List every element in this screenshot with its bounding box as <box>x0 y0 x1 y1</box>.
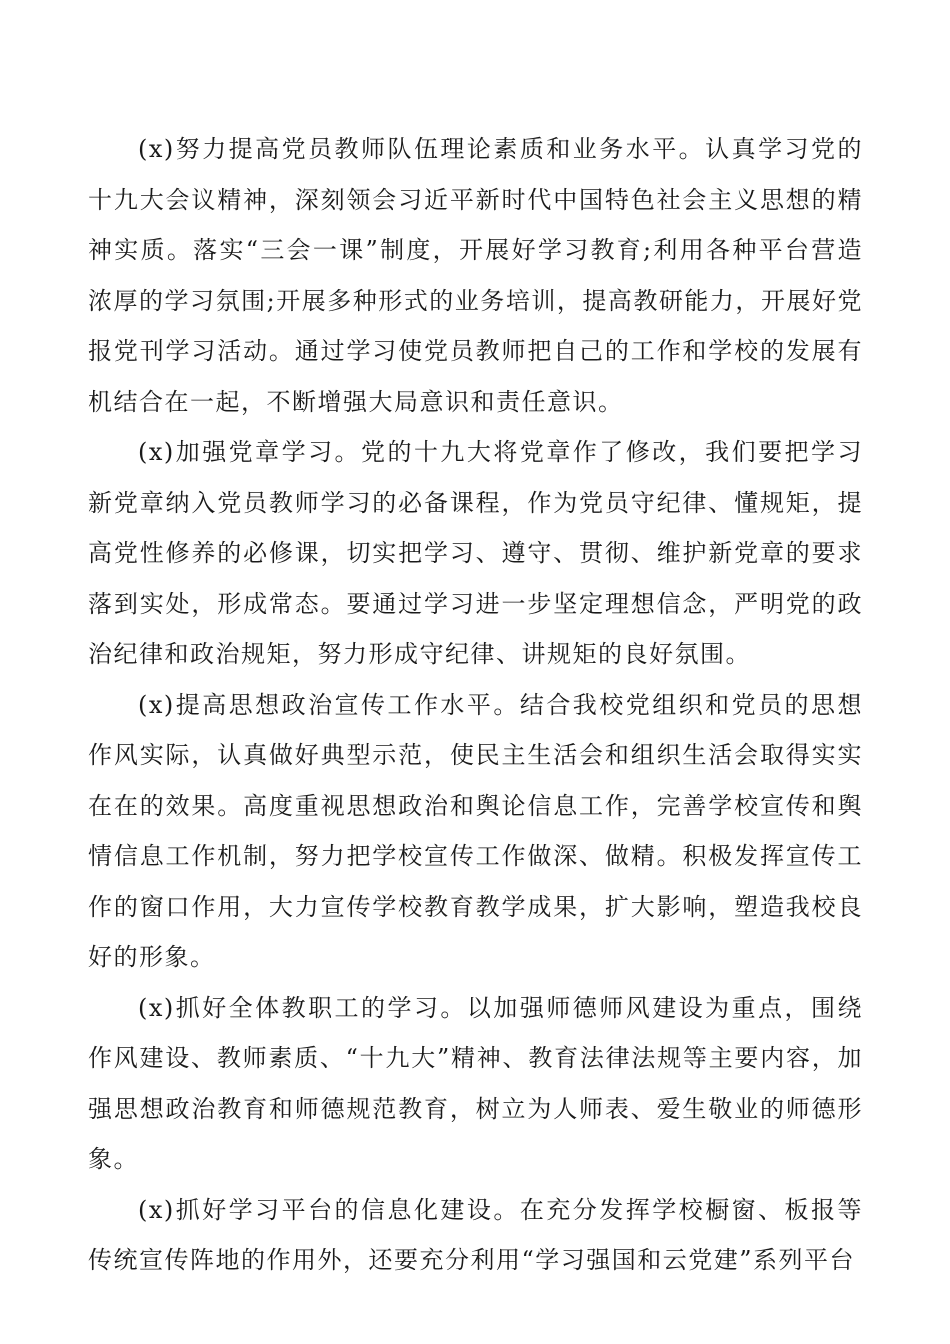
paragraph-party-constitution: (x)加强党章学习。党的十九大将党章作了修改，我们要把学习新党章纳入党员教师学习的必备课程，作为党员守纪律、懂规矩，提高党性修养的必修课，切实把学习、遵守、贯彻、维护新党章的要求落到实处，形成常态。要通过学习进一步坚定理想信念，严明党的政治纪律和政治规矩，努力形成守纪律、讲规矩的良好氛围。 <box>88 438 863 668</box>
paragraph-platform-informatization: (x)抓好学习平台的信息化建设。在充分发挥学校橱窗、板报等传统宣传阵地的作用外，还要充分利用“学习强国和云党建”系列平台 <box>88 1195 863 1274</box>
paragraph-staff-learning: (x)抓好全体教职工的学习。以加强师德师风建设为重点，围绕作风建设、教师素质、“十九大”精神、教育法律法规等主要内容，加强思想政治教育和师德规范教育，树立为人师表、爱生敬业的师德形象。 <box>88 993 863 1173</box>
paragraph-political-publicity: (x)提高思想政治宣传工作水平。结合我校党组织和党员的思想作风实际，认真做好典型示范，使民主生活会和组织生活会取得实实在在的效果。高度重视思想政治和舆论信息工作，完善学校宣传和舆情信息工作机制，努力把学校宣传工作做深、做精。积极发挥宣传工作的窗口作用，大力宣传学校教育教学成果，扩大影响，塑造我校良好的形象。 <box>88 690 863 971</box>
document-body <box>88 124 863 1286</box>
paragraph-learning-quality: (x)努力提高党员教师队伍理论素质和业务水平。认真学习党的十九大会议精神，深刻领会习近平新时代中国特色社会主义思想的精神实质。落实“三会一课”制度，开展好学习教育;利用各种平台营造浓厚的学习氛围;开展多种形式的业务培训，提高教研能力，开展好党报党刊学习活动。通过学习使党员教师把自己的工作和学校的发展有机结合在一起，不断增强大局意识和责任意识。 <box>88 135 863 416</box>
